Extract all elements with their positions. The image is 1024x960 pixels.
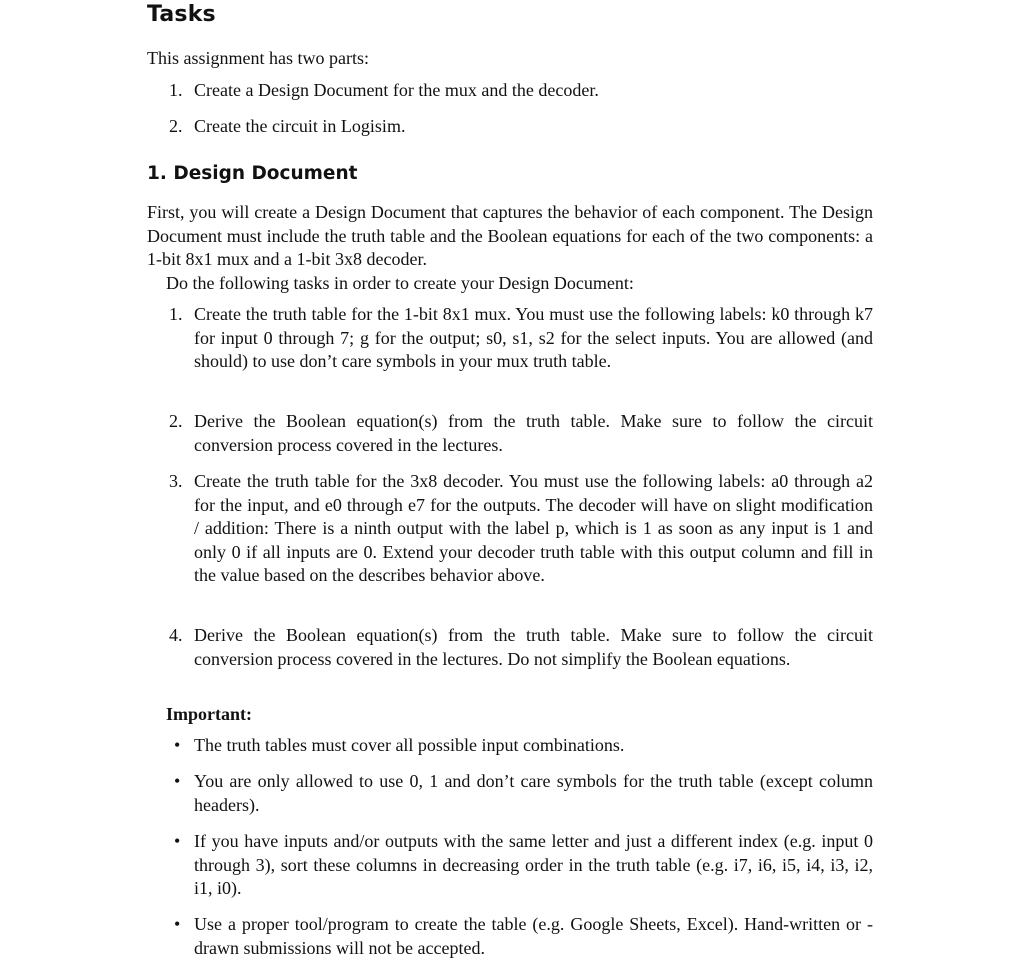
section-paragraph: First, you will create a Design Document that captures the behavior of each component. The Design Document must include the truth table and the Boolean equations for each of the two components: a 1-bit 8x1 mux and a 1-bit 3x8 decoder. [147, 202, 873, 270]
bullet-icon: • [174, 914, 181, 934]
page-title: Tasks [147, 2, 216, 27]
step-number: 2. [169, 411, 183, 431]
step-text: Derive the Boolean equation(s) from the truth table. Make sure to follow the circuit conversion process covered in the lectures. [194, 411, 873, 455]
bullet-text: If you have inputs and/or outputs with the same letter and just a different index (e.g. input 0 through 3), sort these columns in decreasing order in the truth table (e.g. i7, i6, i5, i4, i3, i2, i1, i0). [194, 831, 873, 899]
section-heading: 1. Design Document [147, 163, 358, 184]
step-text: Create the truth table for the 1-bit 8x1 mux. You must use the following labels: k0 through k7 for input 0 through 7; g for the output; s0, s1, s2 for the select inputs. You are allowed (and should) to use don’t care symbols in your mux truth table. [194, 304, 873, 372]
bullet-text: Use a proper tool/program to create the table (e.g. Google Sheets, Excel). Hand-written or -drawn submissions will not be accepted. [194, 914, 873, 958]
list-number: 1. [169, 80, 183, 100]
bullet-icon: • [174, 735, 181, 755]
bullet-text: The truth tables must cover all possible input combinations. [194, 735, 625, 755]
bullet-icon: • [174, 771, 181, 791]
bullet-text: You are only allowed to use 0, 1 and don’t care symbols for the truth table (except column headers). [194, 771, 873, 815]
step-number: 3. [169, 471, 183, 491]
step-number: 1. [169, 304, 183, 324]
bullet-icon: • [174, 831, 181, 851]
list-number: 2. [169, 116, 183, 136]
step-number: 4. [169, 625, 183, 645]
list-text: Create the circuit in Logisim. [194, 116, 406, 136]
list-text: Create a Design Document for the mux and the decoder. [194, 80, 599, 100]
step-text: Derive the Boolean equation(s) from the truth table. Make sure to follow the circuit conversion process covered in the lectures. Do not simplify the Boolean equations. [194, 625, 873, 669]
step-text: Create the truth table for the 3x8 decoder. You must use the following labels: a0 through a2 for the input, and e0 through e7 for the outputs. The decoder will have on slight modification / addition: There is a ninth output with the label p, which is 1 as soon as any input is 1 and only 0 if all inputs are 0. Extend your decoder truth table with this output column and fill in the value based on the describes behavior above. [194, 471, 873, 586]
section-paragraph-2: Do the following tasks in order to create your Design Document: [166, 273, 634, 293]
important-label: Important: [166, 704, 252, 724]
intro-text: This assignment has two parts: [147, 48, 369, 68]
